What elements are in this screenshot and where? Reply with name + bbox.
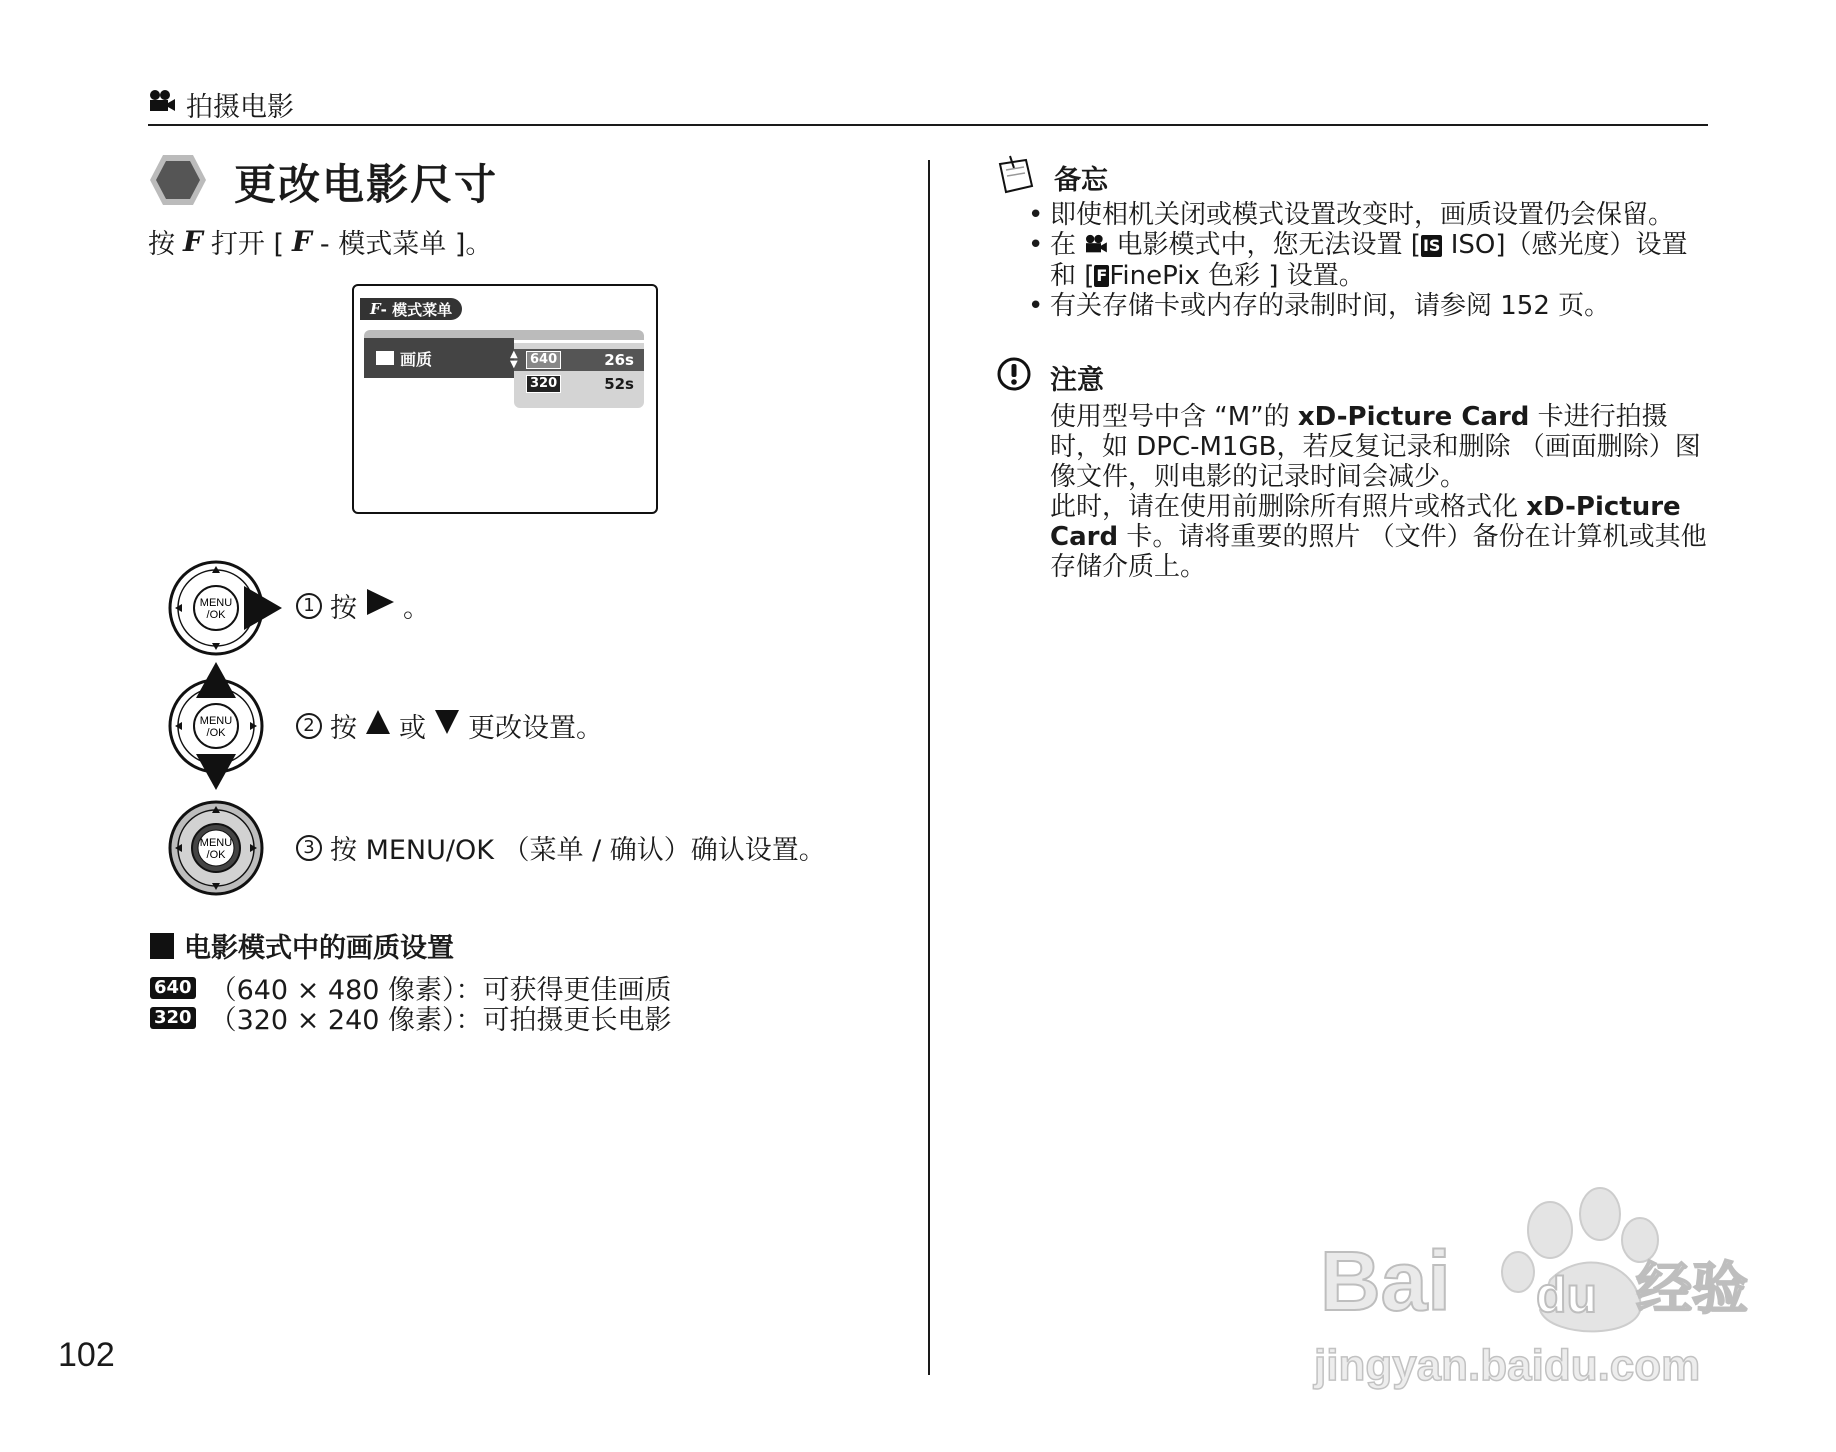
step-1: 1 按 。	[296, 586, 430, 625]
lcd-menu-tab: F - 模式菜单	[360, 298, 462, 320]
dpad-up-down-icon	[168, 660, 268, 796]
iso-icon: IS	[1422, 235, 1441, 255]
watermark-brand-du: du	[1536, 1267, 1598, 1323]
up-down-arrows-icon: ▲ ▼	[510, 349, 518, 370]
header-rule	[148, 124, 1708, 126]
quality-row-320: 320 （320 × 240 像素）：可拍摄更长电影	[150, 998, 672, 1037]
movie-camera-icon	[1084, 231, 1108, 261]
memo-list	[1050, 200, 1710, 321]
memo-item-2: • 在 电影模式中，您无法设置 [ IS ISO]（感光度）设置 和 [ FFinePix 色彩 ] 设置。	[1050, 230, 1710, 291]
watermark-cn: 经验	[1636, 1257, 1748, 1322]
page-title: 更改电影尺寸	[234, 160, 499, 209]
hexagon-icon	[148, 153, 208, 211]
down-arrow-icon	[434, 709, 460, 742]
up-arrow-icon	[365, 709, 391, 742]
quality-row-640: 640 （640 × 480 像素）：可获得更佳画质	[150, 968, 672, 1007]
page-header	[148, 84, 294, 124]
column-divider	[928, 160, 930, 1375]
instruction-line: 按 F 打开 [ F - 模式菜单 ]。	[148, 225, 493, 260]
memo-item-1: • 即使相机关闭或模式设置改变时，画质设置仍会保留。	[1050, 200, 1710, 230]
section-label: 拍摄电影	[186, 91, 294, 123]
watermark-url: jingyan.baidu.com	[1314, 1341, 1701, 1390]
lcd-options-popup	[510, 343, 644, 408]
f-tab-icon: F	[370, 300, 381, 318]
page-number: 102	[58, 1336, 115, 1374]
lcd-screen	[352, 284, 658, 514]
baidu-watermark	[1300, 1180, 1750, 1400]
f-mode-icon: F	[292, 225, 312, 258]
caution-heading: 注意	[996, 356, 1104, 399]
dpad-right-icon	[168, 560, 284, 660]
caution-paragraph-1: 使用型号中含 “M”的 xD-Picture Card 卡进行拍摄时，如 DPC-M1GB，若反复记录和删除 （画面删除）图像文件，则电影的记录时间会减少。	[1050, 402, 1701, 492]
title-block	[148, 152, 498, 212]
f-button-icon: F	[183, 225, 203, 258]
dpad-menu-label: MENU	[199, 837, 233, 849]
quality-section-title: 电影模式中的画质设置	[150, 926, 454, 965]
memo-note-icon	[996, 154, 1036, 201]
lcd-option-320: 320 52s	[514, 373, 644, 395]
movie-camera-icon	[148, 89, 176, 120]
memo-heading: 备忘	[996, 154, 1108, 201]
step-3: 3 按 MENU/OK （菜单 / 确认）确认设置。	[296, 828, 826, 867]
lcd-quality-item: 画质	[364, 338, 514, 378]
dpad-menu-ok-icon	[168, 800, 268, 904]
square-bullet-icon	[150, 933, 174, 959]
dpad-ok-label: /OK	[206, 609, 226, 621]
dpad-ok-label: /OK	[206, 849, 226, 861]
finepix-color-icon: F	[1096, 266, 1108, 285]
caution-icon	[996, 356, 1032, 399]
right-arrow-icon	[365, 588, 395, 623]
caution-paragraph-2: 此时，请在使用前删除所有照片或格式化 xD-Picture Card 卡。请将重要的照片 （文件）备份在计算机或其他存储介质上。	[1050, 492, 1707, 582]
dpad-ok-label: /OK	[206, 727, 226, 739]
caution-text	[1050, 402, 1710, 582]
step-2: 2 按 或 更改设置。	[296, 706, 603, 745]
watermark-brand: Bai	[1320, 1234, 1451, 1328]
quality-icon	[376, 351, 394, 365]
memo-item-3: • 有关存储卡或内存的录制时间，请参阅 152 页。	[1050, 291, 1710, 321]
dpad-menu-label: MENU	[199, 597, 233, 609]
dpad-menu-label: MENU	[199, 715, 233, 727]
lcd-option-640: ▲ ▼ 640 26s	[514, 349, 644, 371]
